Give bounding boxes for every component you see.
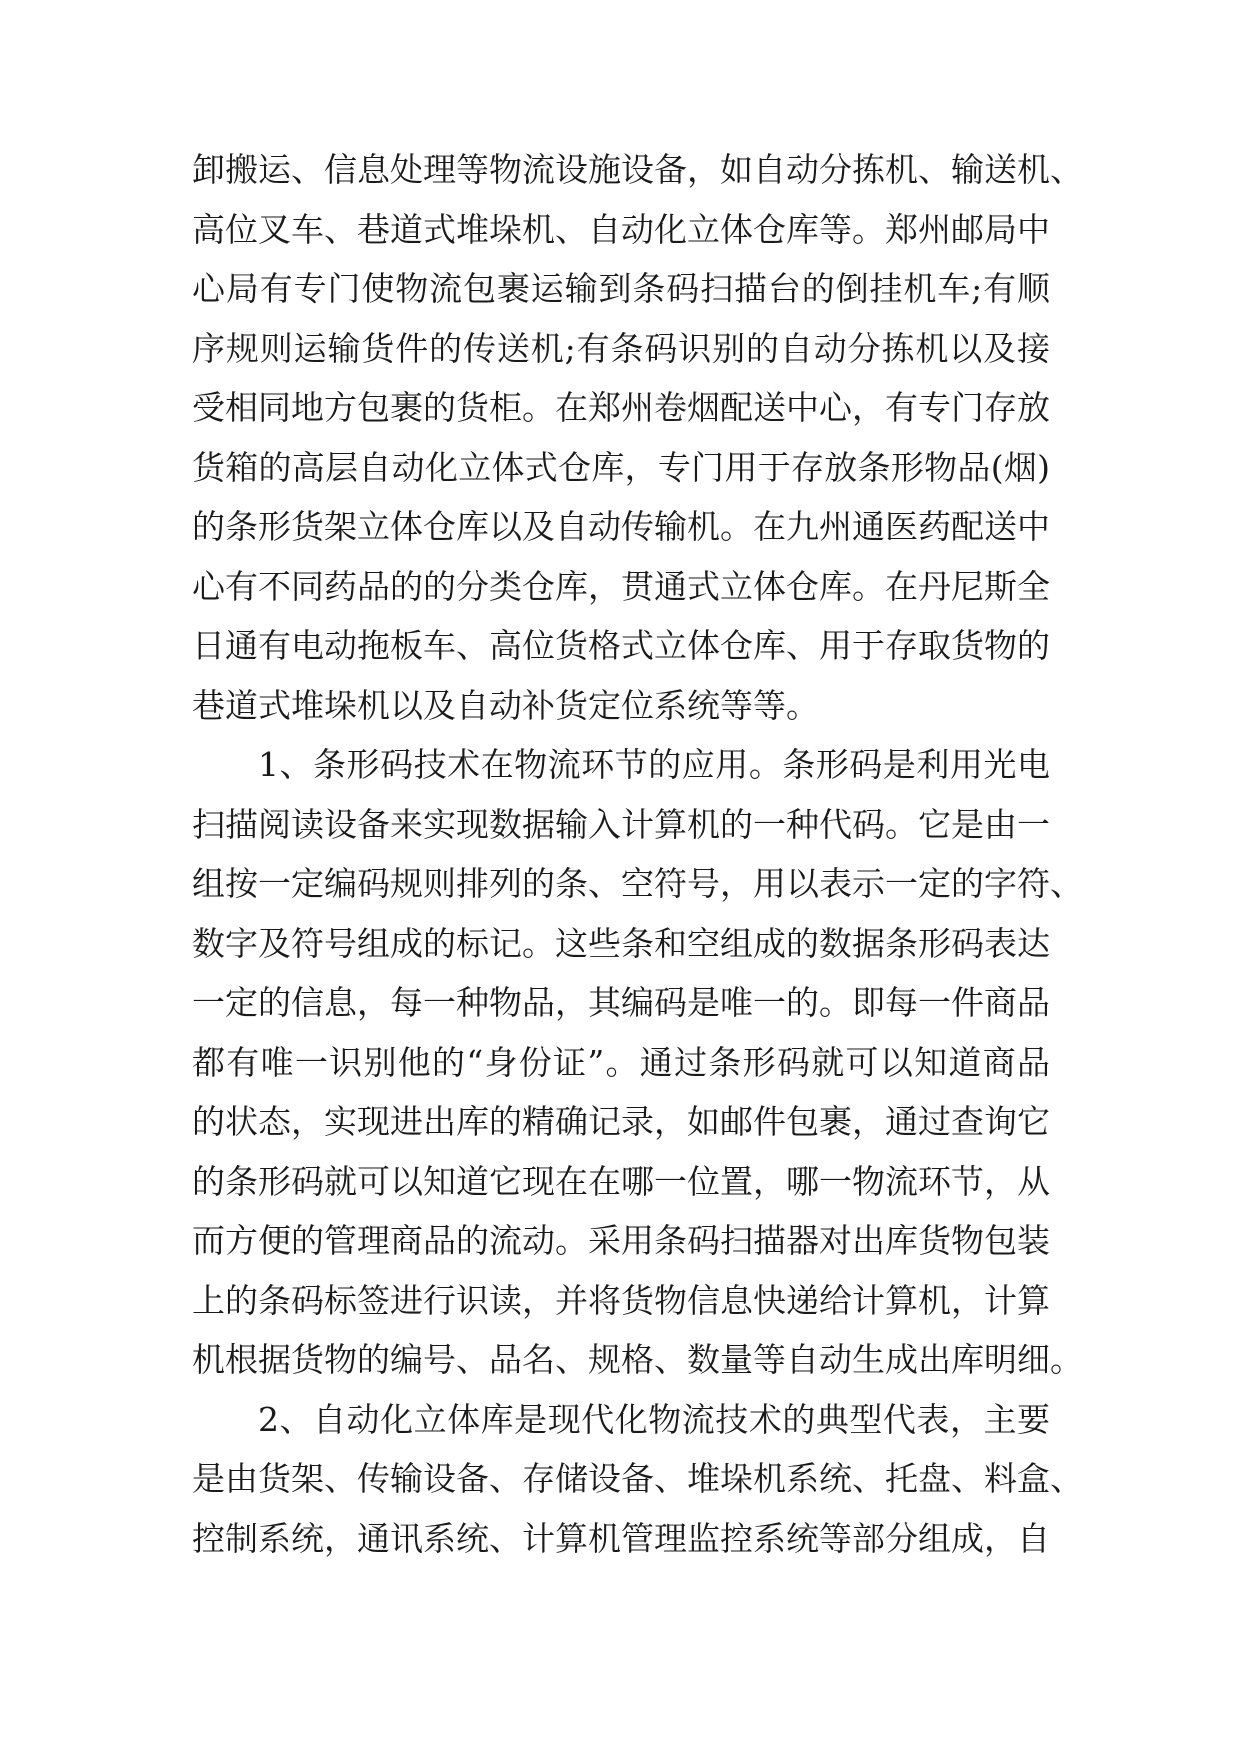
text-line: 的条形货架立体仓库以及自动传输机。在九州通医药配送中 [192, 507, 1050, 546]
text-line: 而方便的管理商品的流动。采用条码扫描器对出库货物包装 [192, 1221, 1050, 1260]
text-line: 上的条码标签进行识读，并将货物信息快递给计算机，计算 [192, 1280, 1050, 1320]
text-line: 2、自动化立体库是现代化物流技术的典型代表，主要 [258, 1399, 1050, 1439]
text-line: 巷道式堆垛机以及自动补货定位系统等等。 [192, 685, 819, 725]
text-line: 控制系统，通讯系统、计算机管理监控系统等部分组成，自 [192, 1518, 1050, 1558]
text-line: 的状态，实现进出库的精确记录，如邮件包裹，通过查询它 [192, 1102, 1050, 1141]
text-line: 数字及符号组成的标记。这些条和空组成的数据条形码表达 [192, 923, 1050, 963]
text-line: 组按一定编码规则排列的条、空符号，用以表示一定的字符、 [192, 864, 1083, 903]
text-line: 扫描阅读设备来实现数据输入计算机的一种代码。它是由一 [192, 804, 1050, 844]
text-line: 机根据货物的编号、品名、规格、数量等自动生成出库明细。 [192, 1340, 1083, 1379]
text-line: 货箱的高层自动化立体式仓库，专门用于存放条形物品(烟) [192, 447, 1050, 487]
text-line: 一定的信息，每一种物品，其编码是唯一的。即每一件商品 [192, 983, 1050, 1022]
text-line: 心局有专门使物流包裹运输到条码扫描台的倒挂机车;有顺 [192, 269, 1050, 308]
text-line: 都有唯一识别他的“身份证”。通过条形码就可以知道商品 [192, 1042, 1050, 1082]
text-line: 是由货架、传输设备、存储设备、堆垛机系统、托盘、料盒、 [192, 1459, 1083, 1498]
text-line: 的条形码就可以知道它现在在哪一位置，哪一物流环节，从 [192, 1161, 1050, 1201]
text-line: 心有不同药品的的分类仓库，贯通式立体仓库。在丹尼斯全 [192, 566, 1050, 606]
text-line: 受相同地方包裹的货柜。在郑州卷烟配送中心，有专门存放 [192, 388, 1050, 427]
text-line: 序规则运输货件的传送机;有条码识别的自动分拣机以及接 [192, 328, 1050, 368]
text-line: 高位叉车、巷道式堆垛机、自动化立体仓库等。郑州邮局中 [192, 209, 1050, 249]
text-line: 日通有电动拖板车、高位货格式立体仓库、用于存取货物的 [192, 626, 1050, 665]
body-text [192, 140, 1083, 1568]
text-line: 1、条形码技术在物流环节的应用。条形码是利用光电 [258, 745, 1050, 784]
text-line: 卸搬运、信息处理等物流设施设备，如自动分拣机、输送机、 [192, 150, 1083, 189]
